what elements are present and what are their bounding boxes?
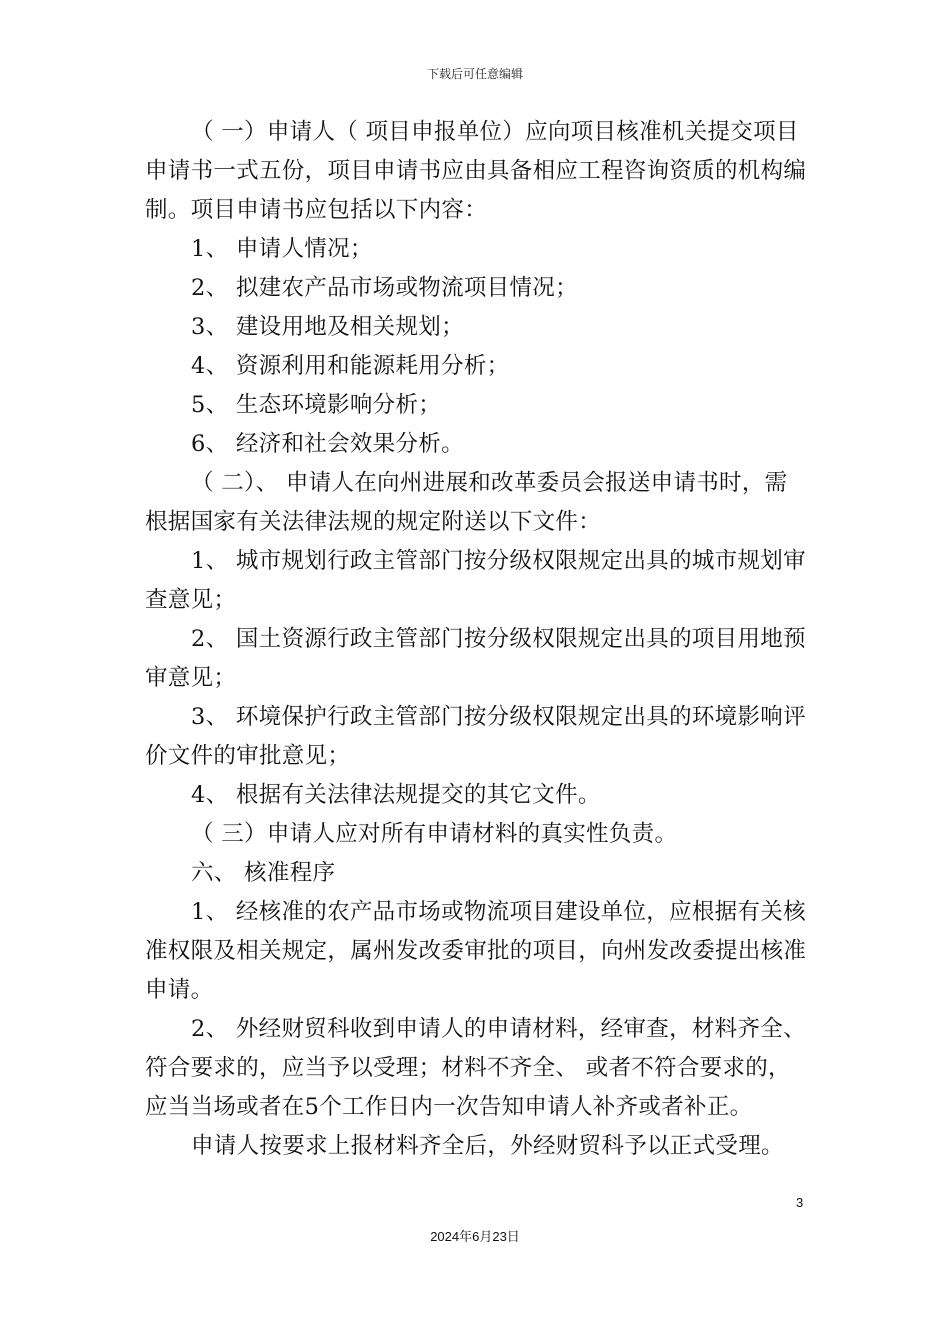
list-item-1: 1、 申请人情况； [191,236,373,262]
list-item-4: 4、 资源利用和能源耗用分析； [191,353,510,379]
page-number: 3 [796,1195,804,1210]
list-item-3: 3、 建设用地及相关规划； [191,314,464,340]
section-heading: 六、 核准程序 [191,860,336,886]
paragraph-1: （ 一）申请人（ 项目申报单位）应向项目核准机关提交项目申请书一式五份，项目申请书应由具备相应工程咨询资质的机构编制。项目申请书应包括以下内容： [145,119,807,223]
document-body [145,113,810,1166]
paragraph-2: （ 二）、 申请人在向州进展和改革委员会报送申请书时，需根据国家有关法律法规的规定附送以下文件： [145,470,788,535]
procedure-item-2: 2、 外经财贸科收到申请人的申请材料，经审查，材料齐全、 符合要求的，应当予以受理；材料不齐全、 或者不符合要求的，应当当场或者在5个工作日内一次告知申请人补齐或者补正。 [145,1016,806,1120]
page-header: 下载后可任意编辑 [426,67,523,81]
list-item-6: 6、 经济和社会效果分析。 [191,431,464,457]
paragraph-3: （ 三）申请人应对所有申请材料的真实性负责。 [191,821,678,847]
list-item-5: 5、 生态环境影响分析； [191,392,442,418]
list-item-9: 3、 环境保护行政主管部门按分级权限规定出具的环境影响评价文件的审批意见； [145,704,806,769]
list-item-7: 1、 城市规划行政主管部门按分级权限规定出具的城市规划审查意见； [145,548,806,613]
procedure-item-1: 1、 经核准的农产品市场或物流项目建设单位，应根据有关核准权限及相关规定，属州发改委审批的项目，向州发改委提出核准申请。 [145,899,807,1003]
list-item-2: 2、 拟建农产品市场或物流项目情况； [191,275,578,301]
list-item-10: 4、 根据有关法律法规提交的其它文件。 [191,782,601,808]
page-footer-date: 2024年6月23日 [430,1229,520,1244]
paragraph-4: 申请人按要求上报材料齐全后，外经财贸科予以正式受理。 [191,1133,784,1159]
list-item-8: 2、 国土资源行政主管部门按分级权限规定出具的项目用地预审意见； [145,626,806,691]
